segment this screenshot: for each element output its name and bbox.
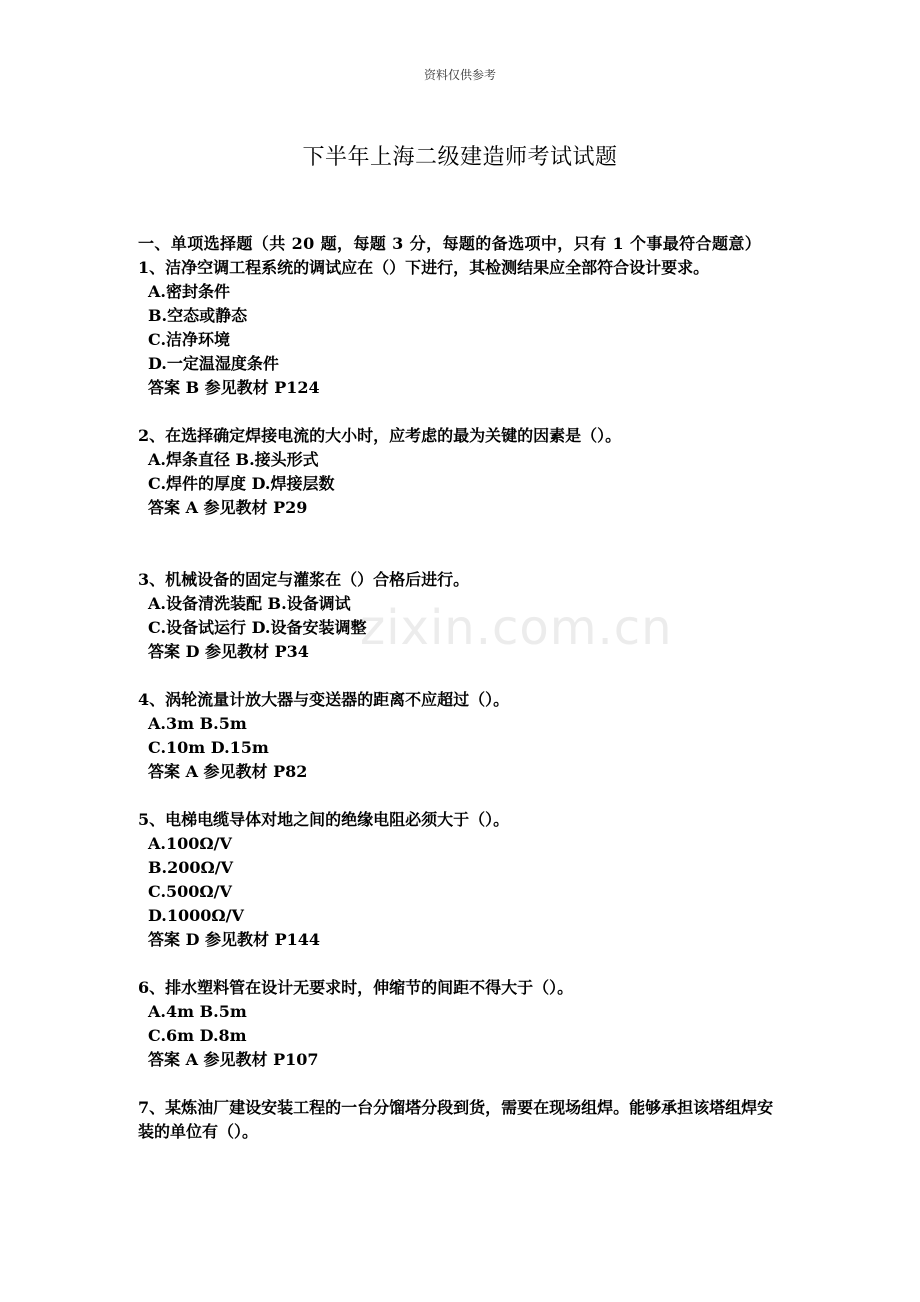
- question-text: 7、某炼油厂建设安装工程的一台分馏塔分段到货，需要在现场组焊。能够承担该塔组焊安装的单位有（）。: [138, 1098, 774, 1141]
- question-2: [138, 424, 788, 520]
- question-3: [138, 568, 788, 664]
- question-1: [138, 256, 788, 400]
- question-text: 3、机械设备的固定与灌浆在（）合格后进行。: [138, 570, 470, 589]
- document-body: [138, 232, 788, 1144]
- question-5: [138, 808, 788, 952]
- document-title: 下半年上海二级建造师考试试题: [302, 145, 618, 170]
- option: C.洁净环境: [148, 330, 231, 349]
- header-note: 资料仅供参考: [423, 68, 496, 82]
- answer-line: 答案 D 参见教材 P34: [148, 642, 309, 661]
- question-6: [138, 976, 788, 1072]
- option: B.空态或静态: [148, 306, 248, 325]
- answer-line: 答案 A 参见教材 P29: [148, 498, 308, 517]
- option: C.500Ω/V: [148, 882, 232, 901]
- question-text: 4、涡轮流量计放大器与变送器的距离不应超过（）。: [138, 690, 510, 709]
- question-text: 1、洁净空调工程系统的调试应在（）下进行，其检测结果应全部符合设计要求。: [138, 258, 710, 277]
- answer-line: 答案 A 参见教材 P82: [148, 762, 308, 781]
- question-7: [138, 1096, 788, 1144]
- option: A.密封条件: [148, 282, 230, 301]
- answer-line: 答案 B 参见教材 P124: [148, 378, 320, 397]
- question-text: 5、电梯电缆导体对地之间的绝缘电阻必须大于（）。: [138, 810, 510, 829]
- option: D.1000Ω/V: [148, 906, 244, 925]
- answer-line: 答案 D 参见教材 P144: [148, 930, 321, 949]
- option: A.4m B.5m: [148, 1002, 247, 1021]
- answer-line: 答案 A 参见教材 P107: [148, 1050, 319, 1069]
- option: A.3m B.5m: [148, 714, 247, 733]
- watermark: zixin.com.cn: [360, 600, 673, 656]
- option: A.设备清洗装配 B.设备调试: [148, 594, 351, 613]
- option: C.焊件的厚度 D.焊接层数: [148, 474, 335, 493]
- option: B.200Ω/V: [148, 858, 233, 877]
- option: C.6m D.8m: [148, 1026, 247, 1045]
- option: D.一定温湿度条件: [148, 354, 279, 373]
- option: C.10m D.15m: [148, 738, 269, 757]
- question-text: 2、在选择确定焊接电流的大小时，应考虑的最为关键的因素是（）。: [138, 426, 622, 445]
- option: C.设备试运行 D.设备安装调整: [148, 618, 367, 637]
- option: A.100Ω/V: [148, 834, 232, 853]
- question-text: 6、排水塑料管在设计无要求时，伸缩节的间距不得大于（）。: [138, 978, 574, 997]
- section-heading: 一、单项选择题（共 20 题，每题 3 分，每题的备选项中，只有 1 个事最符合题意）: [138, 234, 762, 253]
- question-4: [138, 688, 788, 784]
- option: A.焊条直径 B.接头形式: [148, 450, 319, 469]
